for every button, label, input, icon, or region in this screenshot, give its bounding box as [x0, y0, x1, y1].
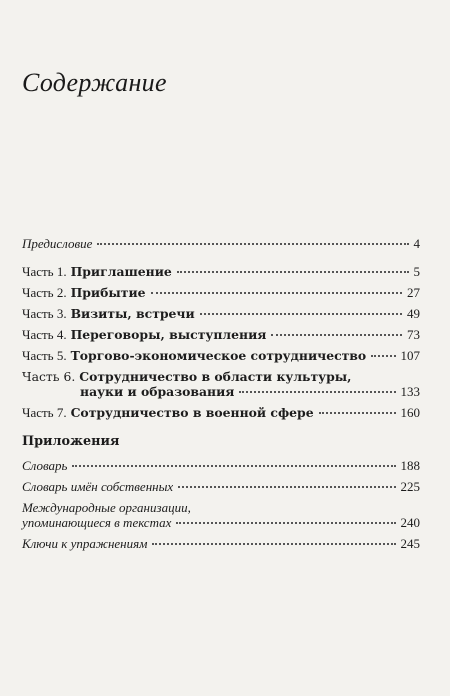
- dot-leader: [319, 412, 396, 414]
- toc-page-number: 5: [413, 264, 420, 279]
- toc-entry-appendix-2: [22, 479, 420, 494]
- dot-leader: [271, 334, 402, 336]
- toc-entry-label-line1: Международные организации,: [22, 500, 191, 515]
- dot-leader: [177, 271, 409, 273]
- toc-entry-label: Предисловие: [22, 236, 93, 251]
- toc-page-number: 240: [400, 515, 420, 530]
- toc-page-number: 49: [407, 306, 420, 321]
- dot-leader: [178, 486, 395, 488]
- part-prefix: Часть 4.: [22, 327, 67, 342]
- toc-entry-label: Словарь имён собственных: [22, 479, 174, 494]
- dot-leader: [176, 522, 395, 524]
- toc-page-number: 4: [413, 236, 420, 251]
- dot-leader: [152, 543, 395, 545]
- toc-entry-appendix-1: [22, 458, 420, 473]
- toc-page-number: 245: [400, 536, 420, 551]
- toc-page-number: 73: [407, 327, 420, 342]
- toc-entry-label-line2: упоминающиеся в текстах: [22, 515, 172, 530]
- part-prefix: Часть 5.: [22, 348, 67, 363]
- part-name: Приглашение: [70, 264, 172, 279]
- toc-entry-part-5: [22, 348, 420, 363]
- dot-leader: [239, 391, 395, 393]
- toc-page-number: 107: [400, 348, 420, 363]
- table-of-contents: [22, 236, 420, 557]
- appendix-heading: Приложения: [22, 434, 120, 449]
- toc-entry-label: Словарь: [22, 458, 68, 473]
- part-name: Сотрудничество в военной сфере: [70, 405, 314, 420]
- part-prefix: Часть 6.: [22, 369, 76, 384]
- toc-entry-preface: [22, 236, 420, 251]
- part-prefix: Часть 3.: [22, 306, 67, 321]
- toc-entry-part-3: [22, 306, 420, 321]
- part-prefix: Часть 1.: [22, 264, 67, 279]
- toc-page-number: 133: [400, 384, 420, 399]
- part-name: Переговоры, выступления: [70, 327, 267, 342]
- dot-leader: [151, 292, 402, 294]
- toc-entry-part-2: [22, 285, 420, 300]
- part-name: Торгово-экономическое сотрудничество: [70, 348, 367, 363]
- toc-page-number: 225: [400, 479, 420, 494]
- toc-page-number: 27: [407, 285, 420, 300]
- part-name: Визиты, встречи: [70, 306, 195, 321]
- dot-leader: [371, 355, 395, 357]
- toc-entry-label: Ключи к упражнениям: [22, 536, 148, 551]
- toc-entry-appendix-3: [22, 500, 420, 530]
- dot-leader: [97, 243, 408, 245]
- dot-leader: [200, 313, 402, 315]
- page-title: Содержание: [22, 68, 167, 97]
- part-name-line2: науки и образования: [80, 384, 235, 399]
- toc-entry-part-1: [22, 264, 420, 279]
- part-prefix: Часть 2.: [22, 285, 67, 300]
- toc-entry-part-6: [22, 369, 420, 399]
- part-name: Прибытие: [70, 285, 146, 300]
- part-prefix: Часть 7.: [22, 405, 67, 420]
- toc-page-number: 160: [400, 405, 420, 420]
- part-name-line1: Сотрудничество в области культуры,: [79, 369, 352, 384]
- toc-page-number: 188: [400, 458, 420, 473]
- toc-entry-appendix-4: [22, 536, 420, 551]
- dot-leader: [72, 465, 395, 467]
- toc-entry-part-7: [22, 405, 420, 420]
- toc-entry-part-4: [22, 327, 420, 342]
